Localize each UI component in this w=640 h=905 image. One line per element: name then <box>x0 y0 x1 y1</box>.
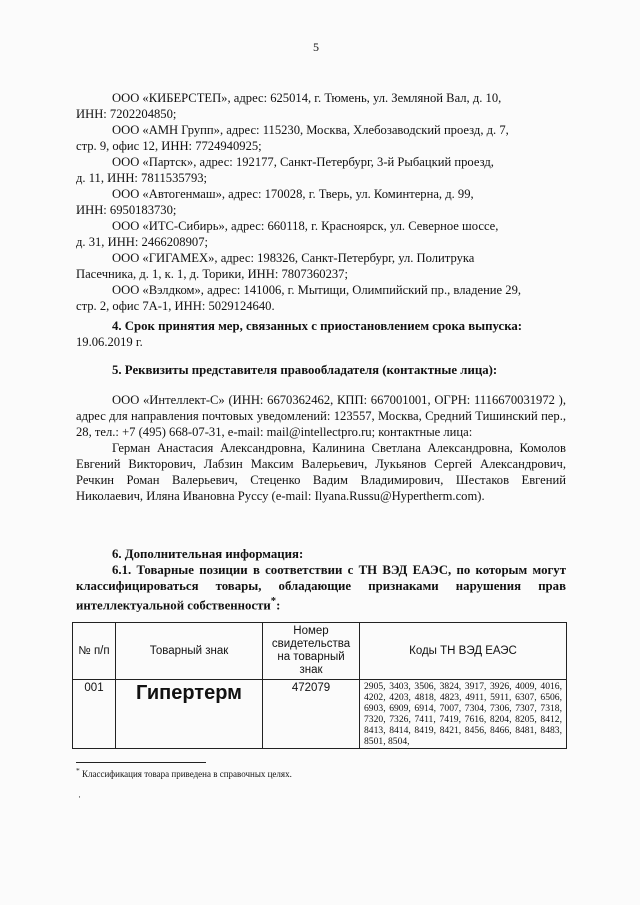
representative-org: ООО «Интеллект-С» (ИНН: 6670362462, КПП: 667001001, ОГРН: 1116670031972 ), адрес для направления почтовых уведомлений: 123557, Москва, Средний Тишинский пер., 28, тел.: +7 (495) 668-07-31, e-mail: mail@intellectpro.ru; контактные лица: <box>76 393 566 439</box>
scan-speck: · <box>78 792 81 802</box>
footnote-divider <box>76 762 206 763</box>
footnote <box>76 766 292 779</box>
contact-persons: Герман Анастасия Александровна, Калинина Светлана Александровна, Комолов Евгений Викторович, Лабзин Максим Валерьевич, Лукьянов Сергей Александрович, Речкин Роман Валерьевич, Стеценко Вадим Владимирович, Шестаков Евгений Николаевич, Иляна Ивановна Руссу (e-mail: Ilyana.Russu@Hypertherm.com). <box>76 441 566 503</box>
footnote-mark: * <box>76 766 80 775</box>
header-num: № п/п <box>73 623 116 680</box>
company-line: ООО «ИТС-Сибирь», адрес: 660118, г. Красноярск, ул. Северное шоссе, <box>112 219 499 233</box>
section-4-date: 19.06.2019 г. <box>76 335 143 349</box>
page-number: 5 <box>313 40 319 54</box>
company-line: ИНН: 7202204850; <box>76 107 177 121</box>
company-line: ООО «АМН Групп», адрес: 115230, Москва, Хлебозаводский проезд, д. 7, <box>112 123 509 137</box>
footnote-text: Классификация товара приведена в справочных целях. <box>82 769 292 779</box>
company-line: ООО «ГИГАМЕХ», адрес: 198326, Санкт-Петербург, ул. Политрука <box>112 251 475 265</box>
goods-table <box>72 622 567 749</box>
row-codes: 2905, 3403, 3506, 3824, 3917, 3926, 4009, 4016, 4202, 4203, 4818, 4823, 4911, 5911, 6307, 6506, 6903, 6909, 6914, 7007, 7304, 7306, 7307, 7318, 7320, 7326, 7411, 7419, 7616, 8204, 8205, 8412, 8413, 8414, 8419, 8421, 8456, 8466, 8481, 8483, 8501, 8504, <box>360 680 567 749</box>
company-line: ООО «Вэлдком», адрес: 141006, г. Мытищи, Олимпийский пр., владение 29, <box>112 283 522 297</box>
section-4-heading: 4. Срок принятия мер, связанных с приостановлением срока выпуска: <box>112 319 523 333</box>
table-row <box>73 680 567 749</box>
company-line: д. 31, ИНН: 2466208907; <box>76 235 208 249</box>
section-6-1-heading <box>76 562 566 613</box>
section-6-1-colon: : <box>276 598 281 613</box>
company-line: стр. 2, офис 7А-1, ИНН: 5029124640. <box>76 299 275 313</box>
company-line: ИНН: 6950183730; <box>76 203 177 217</box>
company-line: д. 11, ИНН: 7811535793; <box>76 171 208 185</box>
company-line: ООО «КИБЕРСТЕП», адрес: 625014, г. Тюмень, ул. Земляной Вал, д. 10, <box>112 91 502 105</box>
row-num: 001 <box>73 680 116 749</box>
company-line: стр. 9, офис 12, ИНН: 7724940925; <box>76 139 262 153</box>
footnote-marker: * <box>270 596 277 607</box>
header-cert: Номер свидетельства на товарный знак <box>263 623 360 680</box>
company-line: Пасечника, д. 1, к. 1, д. Торики, ИНН: 7807360237; <box>76 267 348 281</box>
company-line: ООО «Партск», адрес: 192177, Санкт-Петербург, 3-й Рыбацкий проезд, <box>112 155 494 169</box>
row-trademark: Гипертерм <box>116 680 263 749</box>
section-5-body <box>76 392 566 504</box>
header-codes: Коды ТН ВЭД ЕАЭС <box>360 623 567 680</box>
header-trademark: Товарный знак <box>116 623 263 680</box>
row-cert: 472079 <box>263 680 360 749</box>
company-line: ООО «Автогенмаш», адрес: 170028, г. Тверь, ул. Коминтерна, д. 99, <box>112 187 474 201</box>
section-6-1-text: 6.1. Товарные позиции в соответствии с ТН ВЭД ЕАЭС, по которым могут классифицироваться товары, обладающие признаками нарушения прав интеллектуальной собственности <box>76 563 566 613</box>
companies-list <box>76 90 566 314</box>
section-5-heading: 5. Реквизиты представителя правообладателя (контактные лица): <box>112 363 498 377</box>
table-header-row <box>73 623 567 680</box>
section-6-heading: 6. Дополнительная информация: <box>112 547 304 561</box>
